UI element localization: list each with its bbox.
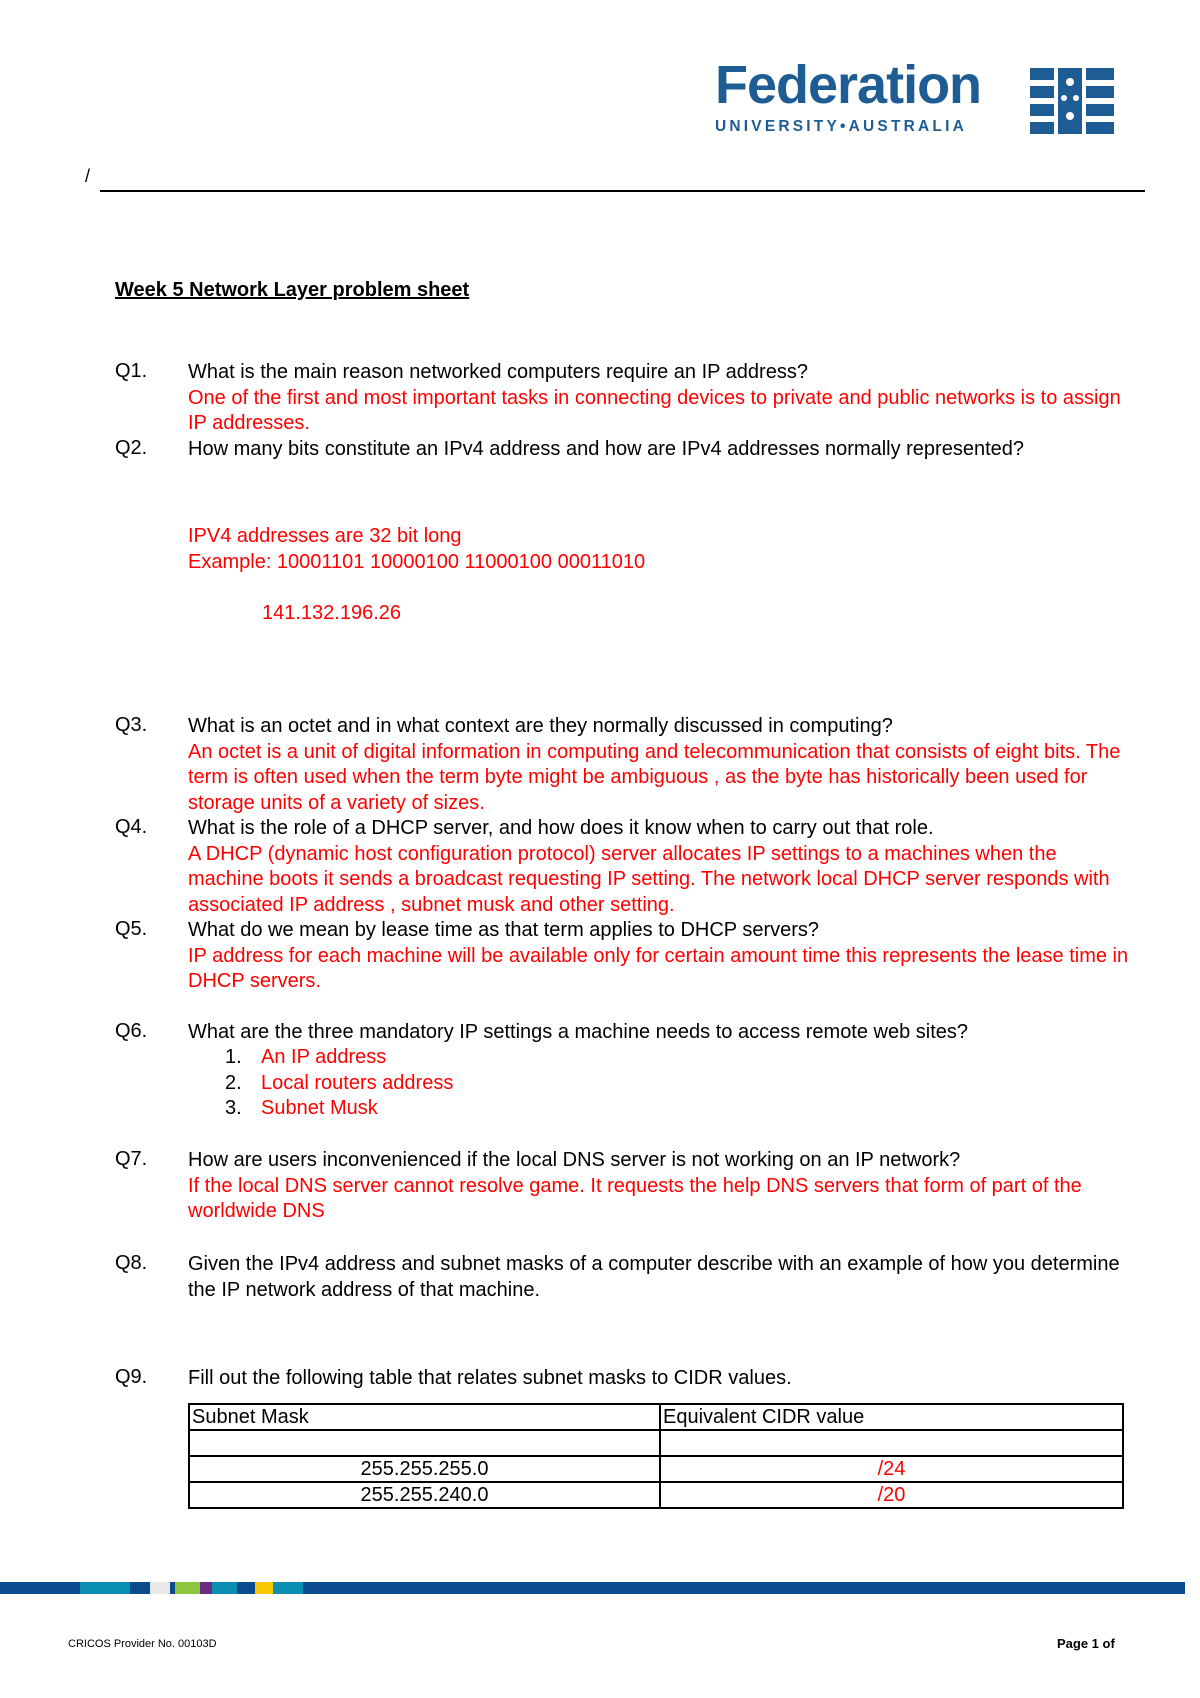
table-cell: /20: [660, 1482, 1123, 1508]
question-text: Fill out the following table that relates subnet masks to CIDR values.: [188, 1367, 792, 1389]
question-7: [188, 1148, 1133, 1225]
header-divider: [100, 190, 1145, 192]
footer-color-band: [0, 1582, 1185, 1594]
question-number: Q1.: [115, 360, 148, 382]
table-cell: [660, 1430, 1123, 1456]
list-item-number: 3.: [225, 1097, 242, 1119]
list-item-number: 1.: [225, 1046, 242, 1068]
answer-text: One of the first and most important tasks in connecting devices to private and public networks is to assign IP addresses.: [188, 386, 1121, 434]
university-logo-wordmark: Federation: [715, 55, 982, 115]
header-slash: /: [85, 166, 91, 186]
answer-text: A DHCP (dynamic host configuration protocol) server allocates IP settings to a machines when the machine boots it sends a broadcast requesting IP setting. The network local DHCP server responds with associated IP address , subnet musk and other setting.: [188, 842, 1110, 916]
table-cell: 255.255.240.0: [189, 1482, 660, 1508]
table-header-row: [189, 1404, 1123, 1430]
question-text: What is an octet and in what context are they normally discussed in computing?: [188, 715, 893, 737]
question-1: [188, 360, 1133, 437]
question-3: [188, 714, 1133, 816]
question-number: Q6.: [115, 1020, 148, 1042]
table-cell: /24: [660, 1456, 1123, 1482]
answer-line: 141.132.196.26: [262, 602, 402, 624]
answer-line: Example: 10001101 10000100 11000100 00011010: [188, 551, 646, 573]
table-cell: [189, 1430, 660, 1456]
list-item: Subnet Musk: [261, 1097, 378, 1119]
question-2: [188, 437, 1133, 463]
question-text: Given the IPv4 address and subnet masks of a computer describe with an example of how you determine the IP network address of that machine.: [188, 1253, 1120, 1301]
question-text: How many bits constitute an IPv4 address and how are IPv4 addresses normally represented?: [188, 438, 1024, 460]
question-number: Q7.: [115, 1148, 148, 1170]
table-row: [189, 1456, 1123, 1482]
page-title: Week 5 Network Layer problem sheet: [115, 279, 470, 301]
question-number: Q5.: [115, 918, 148, 940]
subnet-cidr-table: [188, 1403, 1124, 1509]
table-cell: 255.255.255.0: [189, 1456, 660, 1482]
question-number: Q2.: [115, 437, 148, 459]
table-header-cell: Equivalent CIDR value: [660, 1404, 1123, 1430]
question-8: [188, 1252, 1133, 1303]
question-5: [188, 918, 1133, 995]
list-item: An IP address: [261, 1046, 387, 1068]
answer-text: IP address for each machine will be available only for certain amount time this represents the lease time in DHCP servers.: [188, 944, 1129, 992]
question-number: Q9.: [115, 1366, 148, 1388]
table-header-cell: Subnet Mask: [189, 1404, 660, 1430]
question-4: [188, 816, 1133, 918]
question-number: Q3.: [115, 714, 148, 736]
answer-line: IPV4 addresses are 32 bit long: [188, 525, 462, 547]
question-text: What is the role of a DHCP server, and how does it know when to carry out that role.: [188, 817, 934, 839]
list-item: Local routers address: [261, 1072, 454, 1094]
question-number: Q4.: [115, 816, 148, 838]
page-number: Page 1 of: [1057, 1636, 1115, 1651]
cricos-provider-number: CRICOS Provider No. 00103D: [68, 1638, 217, 1650]
list-item-number: 2.: [225, 1072, 242, 1094]
question-9: [188, 1366, 1133, 1392]
answer-text: An octet is a unit of digital information in computing and telecommunication that consists of eight bits. The term is often used when the term byte might be ambiguous , as the byte has historically been used for storage units of a variety of sizes.: [188, 740, 1121, 814]
question-text: What is the main reason networked computers require an IP address?: [188, 361, 808, 383]
question-text: How are users inconvenienced if the local DNS server is not working on an IP network?: [188, 1149, 961, 1171]
table-row: [189, 1430, 1123, 1456]
university-logo-subtitle: UNIVERSITY•AUSTRALIA: [715, 118, 967, 135]
question-text: What are the three mandatory IP settings a machine needs to access remote web sites?: [188, 1021, 969, 1043]
question-number: Q8.: [115, 1252, 148, 1274]
table-row: [189, 1482, 1123, 1508]
question-6: [188, 1020, 1133, 1046]
question-text: What do we mean by lease time as that term applies to DHCP servers?: [188, 919, 820, 941]
answer-text: If the local DNS server cannot resolve game. It requests the help DNS servers that form of part of the worldwide DNS: [188, 1174, 1082, 1222]
federation-flag-logo-icon: [1030, 68, 1114, 134]
